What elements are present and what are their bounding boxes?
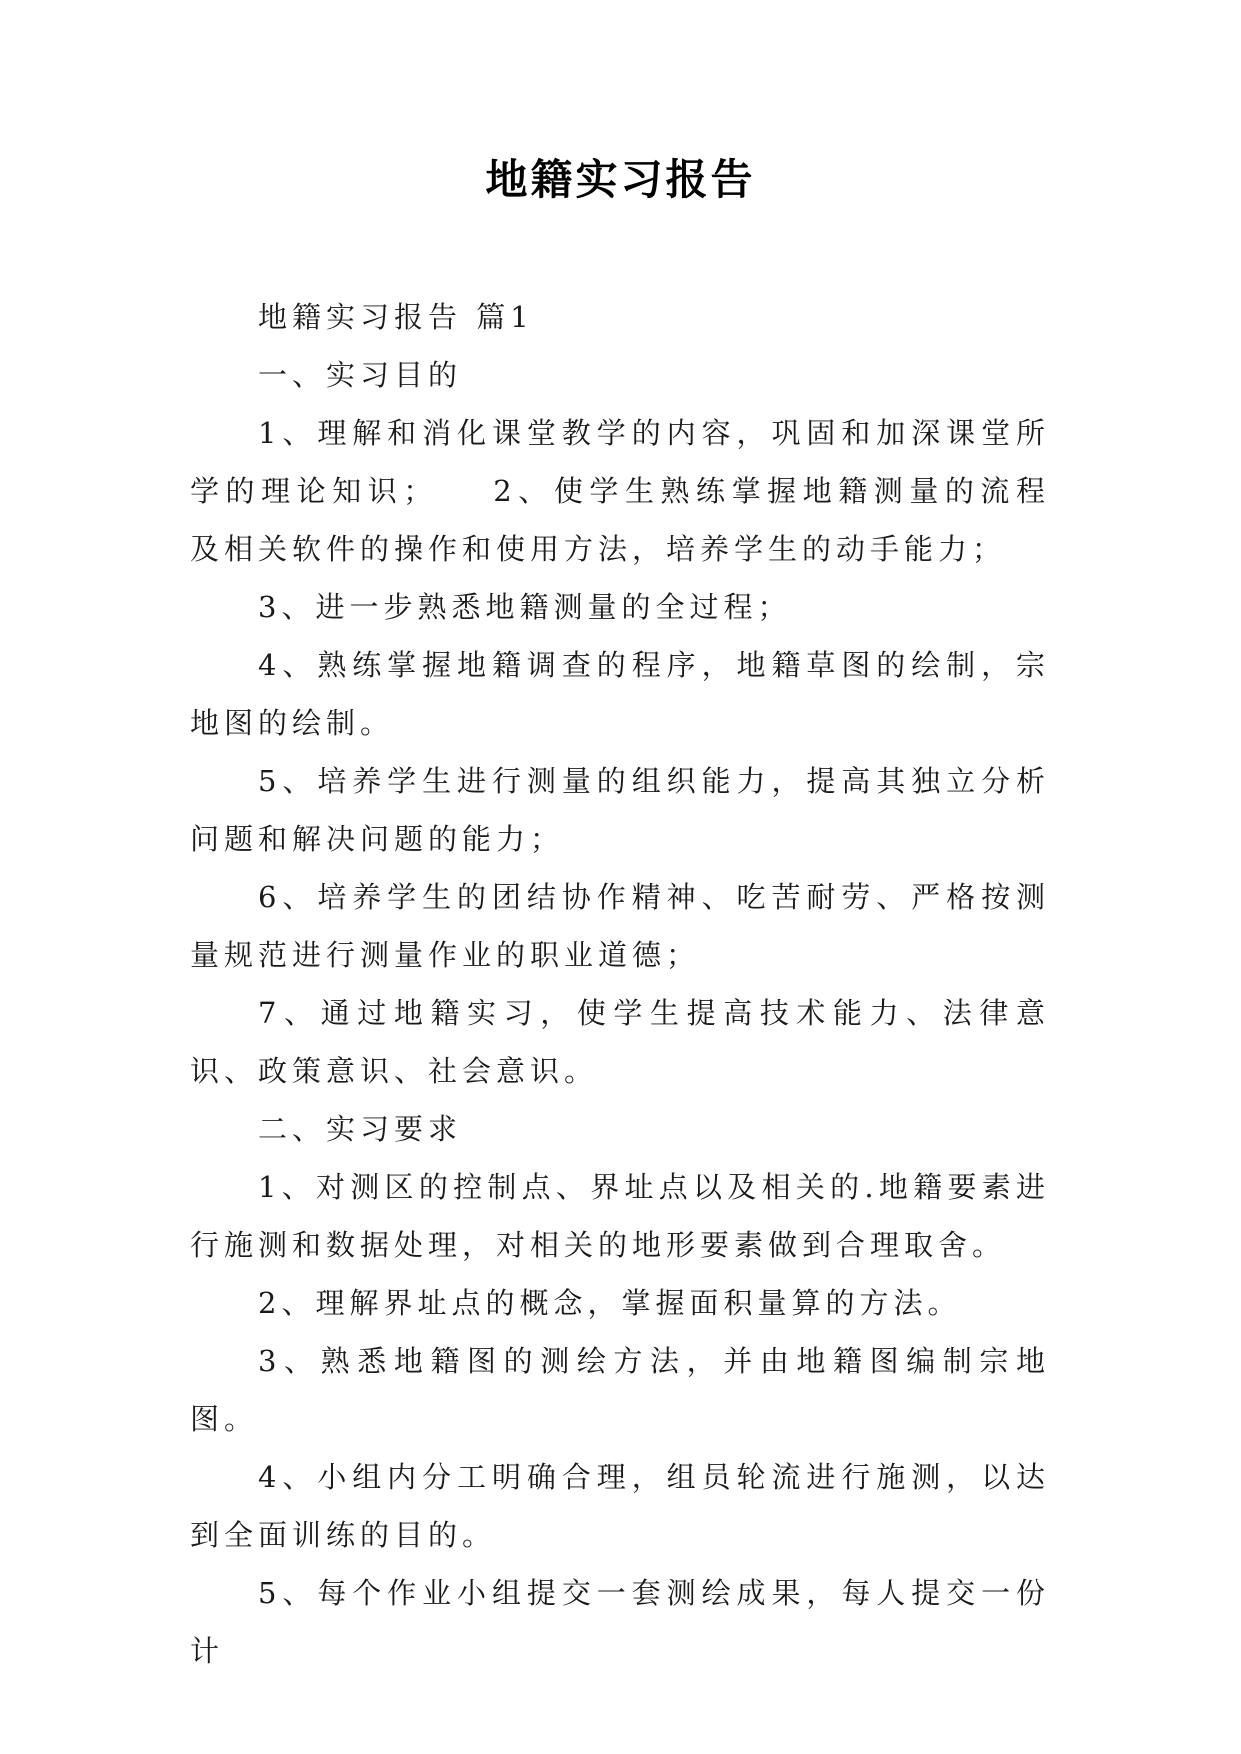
requirement-item-3: 3、熟悉地籍图的测绘方法，并由地籍图编制宗地图。 xyxy=(190,1344,1050,1436)
purpose-item-3: 3、进一步熟悉地籍测量的全过程； xyxy=(258,590,792,624)
requirement-item-2: 2、理解界址点的概念，掌握面积量算的方法。 xyxy=(258,1286,962,1320)
paragraph-purpose-1-2 xyxy=(190,404,1050,578)
document-body xyxy=(190,288,1050,1680)
purpose-item-4: 4、熟练掌握地籍调查的程序，地籍草图的绘制，宗地图的绘制。 xyxy=(190,648,1050,740)
section-heading-purpose: 一、实习目的 xyxy=(258,358,463,392)
purpose-item-2: 2、使学生熟练掌握地籍测量的流程及相关软件的操作和使用方法，培养学生的动手能力； xyxy=(190,474,1050,566)
requirement-item-4: 4、小组内分工明确合理，组员轮流进行施测，以达到全面训练的目的。 xyxy=(190,1460,1050,1552)
purpose-item-1: 1、理解和消化课堂教学的内容，巩固和加深课堂所学的理论知识； xyxy=(190,416,1050,508)
requirement-item-1: 1、对测区的控制点、界址点以及相关的.地籍要素进行施测和数据处理，对相关的地形要素做到合理取舍。 xyxy=(190,1170,1050,1262)
document-title: 地籍实习报告 xyxy=(485,155,756,204)
section-heading-article: 地籍实习报告 篇1 xyxy=(258,300,534,334)
purpose-item-6: 6、培养学生的团结协作精神、吃苦耐劳、严格按测量规范进行测量作业的职业道德； xyxy=(190,880,1050,972)
requirement-item-5: 5、每个作业小组提交一套测绘成果，每人提交一份计 xyxy=(190,1576,1050,1668)
purpose-item-5: 5、培养学生进行测量的组织能力，提高其独立分析问题和解决问题的能力； xyxy=(190,764,1050,856)
section-heading-requirements: 二、实习要求 xyxy=(258,1112,463,1146)
purpose-item-7: 7、通过地籍实习，使学生提高技术能力、法律意识、政策意识、社会意识。 xyxy=(190,996,1050,1088)
